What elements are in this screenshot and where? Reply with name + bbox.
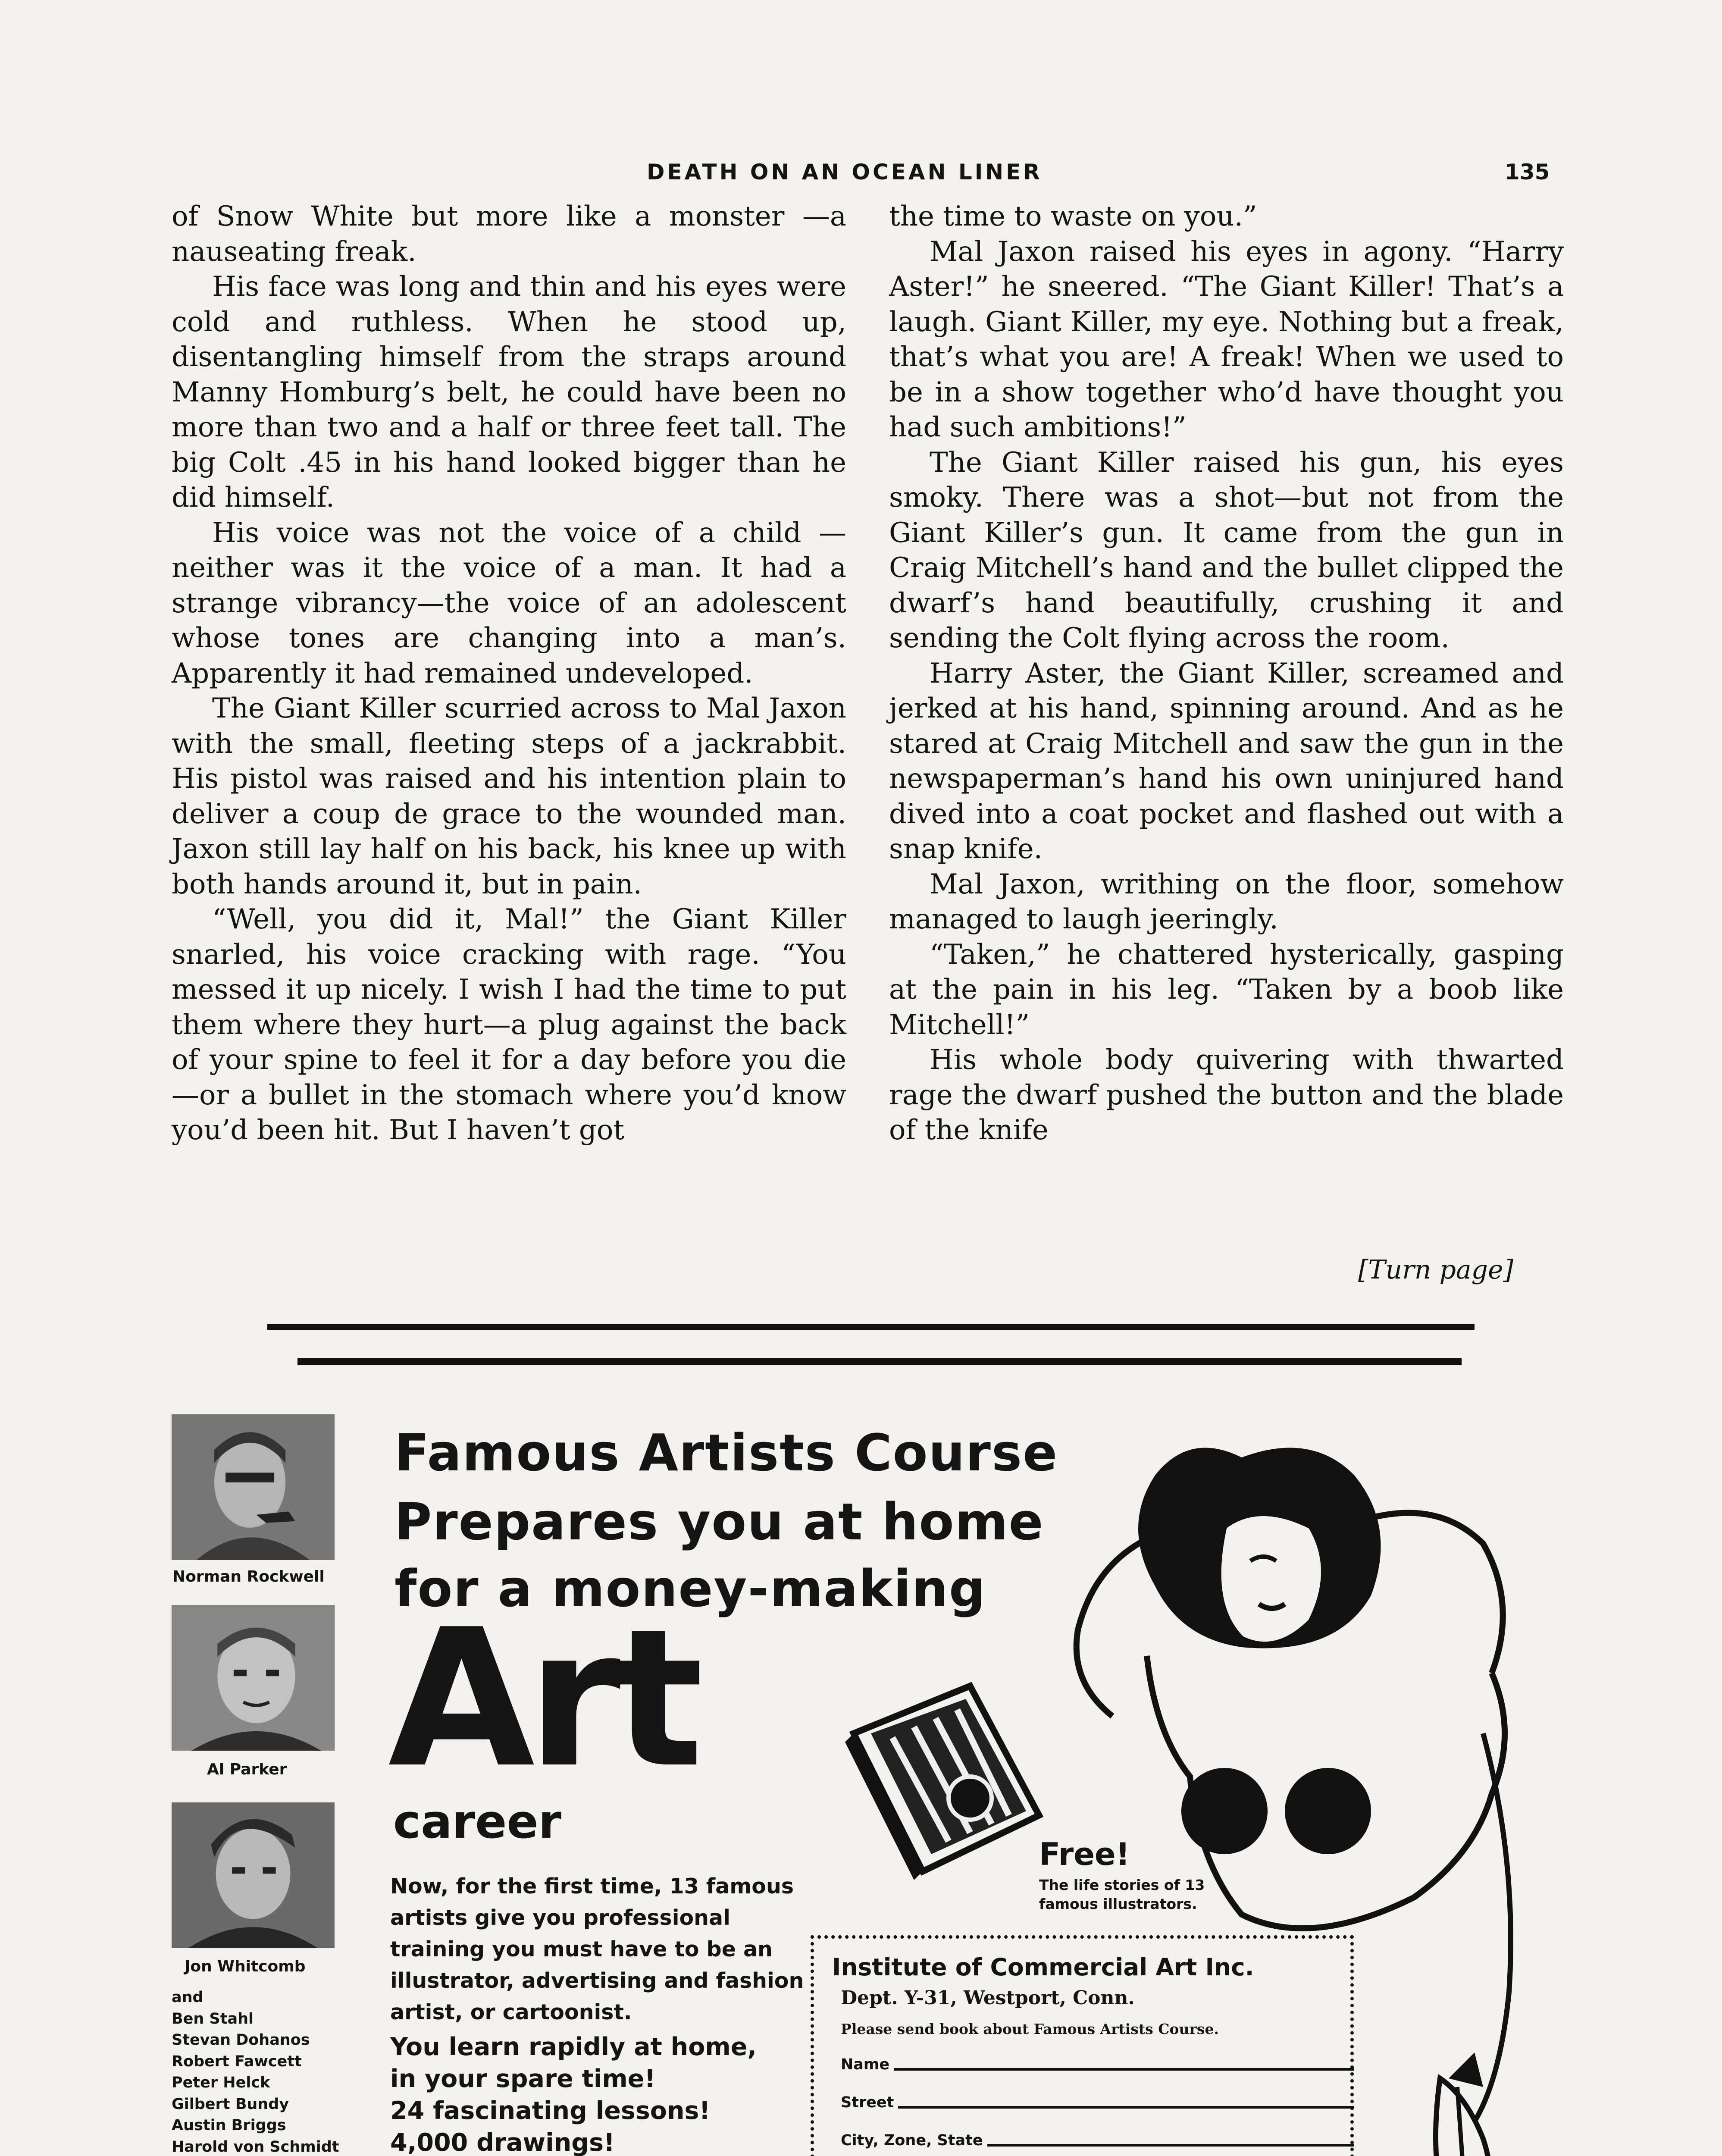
turn-page-note: [Turn page] <box>1358 1255 1513 1285</box>
list-item: and <box>172 1989 204 2006</box>
portrait-photo-icon <box>172 1802 335 1948</box>
paragraph: “Taken,” he chattered hysterically, gasping at the pain in his leg. “Taken by a boob like Mitchell!” <box>889 938 1564 1041</box>
list-item: Stevan Dohanos <box>172 2031 310 2049</box>
story-column-left <box>172 199 846 1148</box>
list-item: Harold von Schmidt <box>172 2138 339 2156</box>
selling-point: 4,000 drawings! <box>390 2128 615 2156</box>
story-column-right <box>889 199 1564 1148</box>
ad-selling-points <box>390 2031 821 2156</box>
running-title: DEATH ON AN OCEAN LINER <box>647 160 1043 185</box>
ad-career-word: career <box>393 1795 561 1849</box>
divider-rule <box>297 1358 1462 1365</box>
free-book-icon <box>841 1673 1056 1889</box>
field-label: City, Zone, State <box>841 2132 983 2149</box>
paragraph: The Giant Killer raised his gun, his eyes smoky. There was a shot—but not from the Giant Killer’s gun. It came from the gun in Craig Mitchell’s hand and the bullet clipped the dwarf’s hand beautifully, crushing it and sending the Colt flying across the room. <box>889 446 1564 654</box>
coupon-name-field <box>841 2047 1354 2073</box>
artist-portrait <box>172 1802 335 1948</box>
other-artists-list <box>172 1987 339 2156</box>
list-item: Ben Stahl <box>172 2010 254 2028</box>
paragraph: His face was long and thin and his eyes were cold and ruthless. When he stood up, disentangling himself from the straps around Manny Homburg’s belt, he could have been no more than two and a half or three feet tall. The big Colt .45 in his hand looked bigger than he did himself. <box>172 271 846 514</box>
list-item: Peter Helck <box>172 2074 270 2091</box>
list-item: Austin Briggs <box>172 2117 286 2134</box>
paragraph: Mal Jaxon, writhing on the floor, somehow managed to laugh jeeringly. <box>889 868 1564 935</box>
artist-caption: Norman Rockwell <box>172 1568 325 1586</box>
paragraph: Mal Jaxon raised his eyes in agony. “Harry Aster!” he sneered. “The Giant Killer! That’s a laugh. Giant Killer, my eye. Nothing but a freak, that’s what you are! A freak! When we used to be in a show together who’d have thought you had such ambitions!” <box>889 235 1564 443</box>
selling-point: You learn rapidly at home, <box>390 2033 757 2061</box>
street-input-line[interactable] <box>898 2102 1354 2109</box>
artist-portrait <box>172 1414 335 1560</box>
name-input-line[interactable] <box>894 2064 1354 2071</box>
free-offer-title: Free! <box>1039 1836 1130 1872</box>
divider-rule <box>267 1324 1475 1330</box>
artist-caption: Al Parker <box>207 1761 287 1778</box>
selling-point: 24 fascinating lessons! <box>390 2096 711 2125</box>
page-number: 135 <box>1505 160 1550 185</box>
coupon-street-field <box>841 2085 1354 2111</box>
paragraph: His whole body quivering with thwarted rage the dwarf pushed the button and the blade of the knife <box>889 1044 1564 1146</box>
coupon-request: Please send book about Famous Artists Course. <box>841 2021 1219 2037</box>
ad-art-word: Art <box>388 1589 696 1809</box>
list-item: Robert Fawcett <box>172 2053 302 2070</box>
portrait-photo-icon <box>172 1605 335 1751</box>
paragraph: Harry Aster, the Giant Killer, screamed and jerked at his hand, spinning around. And as he stared at Craig Mitchell and saw the gun in the newspaperman’s hand his own uninjured hand dived into a coat pocket and flashed out with a snap knife. <box>889 657 1564 865</box>
field-label: Name <box>841 2056 890 2073</box>
coupon-address: Dept. Y-31, Westport, Conn. <box>841 1987 1135 2009</box>
city-input-line[interactable] <box>987 2140 1354 2147</box>
portrait-photo-icon <box>172 1414 335 1560</box>
paragraph: “Well, you did it, Mal!” the Giant Killer snarled, his voice cracking with rage. “You messed it up nicely. I wish I had the time to put them where they hurt—a plug against the back of your spine to feel it for a day before you die —or a bullet in the stomach where you’d know you’d been hit. But I haven’t got <box>172 903 846 1146</box>
paragraph: the time to waste on you.” <box>889 201 1257 232</box>
ad-headline: Famous Artists Course <box>394 1423 1058 1482</box>
artist-portrait <box>172 1605 335 1751</box>
selling-point: in your spare time! <box>390 2065 656 2093</box>
paragraph: His voice was not the voice of a child —neither was it the voice of a man. It had a strange vibrancy—the voice of an adolescent whose tones are changing into a man’s. Apparently it had remained undeveloped. <box>172 517 846 689</box>
paragraph: The Giant Killer scurried across to Mal Jaxon with the small, fleeting steps of a jackrabbit. His pistol was raised and his intention plain to deliver a coup de grace to the wounded man. Jaxon still lay half on his back, his knee up with both hands around it, but in pain. <box>172 693 846 900</box>
field-label: Street <box>841 2094 894 2111</box>
ad-headline: Prepares you at home <box>394 1492 1044 1551</box>
paragraph: of Snow White but more like a monster —a nauseating freak. <box>172 201 846 268</box>
coupon-institution: Institute of Commercial Art Inc. <box>832 1953 1254 1981</box>
free-offer-subtitle: The life stories of 13 famous illustrators. <box>1039 1877 1205 1912</box>
ad-headline: for a money-making <box>394 1559 986 1618</box>
coupon-city-field <box>841 2123 1354 2149</box>
artist-caption: Jon Whitcomb <box>185 1958 306 1975</box>
list-item: Gilbert Bundy <box>172 2095 289 2113</box>
ad-body-text: Now, for the first time, 13 famous artists give you professional training you must have to be an illustrator, advertising and fashion artist, or cartoonist. <box>390 1874 804 2024</box>
